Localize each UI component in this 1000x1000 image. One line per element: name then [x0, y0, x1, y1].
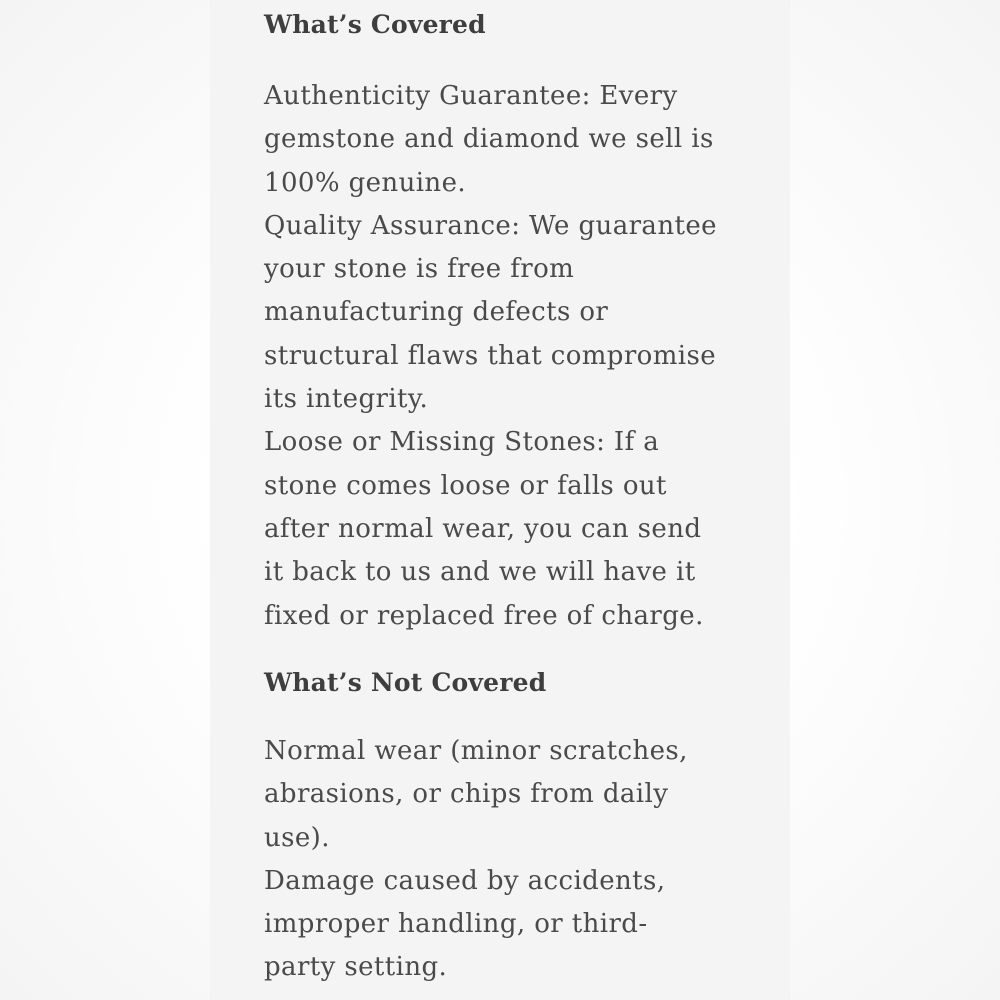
text-line: manufacturing defects or: [264, 297, 609, 328]
text-line: Normal wear (minor scratches,: [264, 736, 688, 766]
text-line: structural flaws that compromise: [264, 340, 717, 371]
covered-item-loose-stones: [264, 421, 717, 637]
text-line: 100% genuine.: [264, 167, 467, 198]
text-line: use).: [264, 822, 330, 853]
text-line: stone comes loose or falls out: [264, 470, 667, 501]
text-line: it back to us and we will have it: [264, 557, 696, 588]
covered-item-quality: [264, 205, 717, 421]
covered-item-authenticity: [264, 75, 717, 205]
content-column: [210, 0, 790, 1000]
whats-covered-heading: What’s Covered: [264, 10, 486, 39]
whats-not-covered-heading: What’s Not Covered: [264, 668, 547, 697]
text-line: its integrity.: [264, 384, 429, 415]
text-line: Authenticity Guarantee: Every: [264, 81, 678, 111]
whats-covered-list: [264, 75, 717, 638]
text-line: your stone is free from: [264, 254, 575, 285]
text-line: improper handling, or third-: [264, 909, 648, 940]
text-line: gemstone and diamond we sell is: [264, 124, 714, 155]
not-covered-item-normal-wear: [264, 730, 688, 860]
whats-not-covered-list: [264, 730, 688, 990]
text-line: Quality Assurance: We guarantee: [264, 210, 717, 241]
text-line: party setting.: [264, 952, 448, 983]
text-line: fixed or replaced free of charge.: [264, 600, 704, 631]
text-line: Loose or Missing Stones: If a: [264, 427, 660, 458]
text-line: Damage caused by accidents,: [264, 865, 666, 896]
text-line: after normal wear, you can send: [264, 513, 702, 544]
text-line: abrasions, or chips from daily: [264, 779, 669, 810]
not-covered-item-damage: [264, 860, 688, 990]
